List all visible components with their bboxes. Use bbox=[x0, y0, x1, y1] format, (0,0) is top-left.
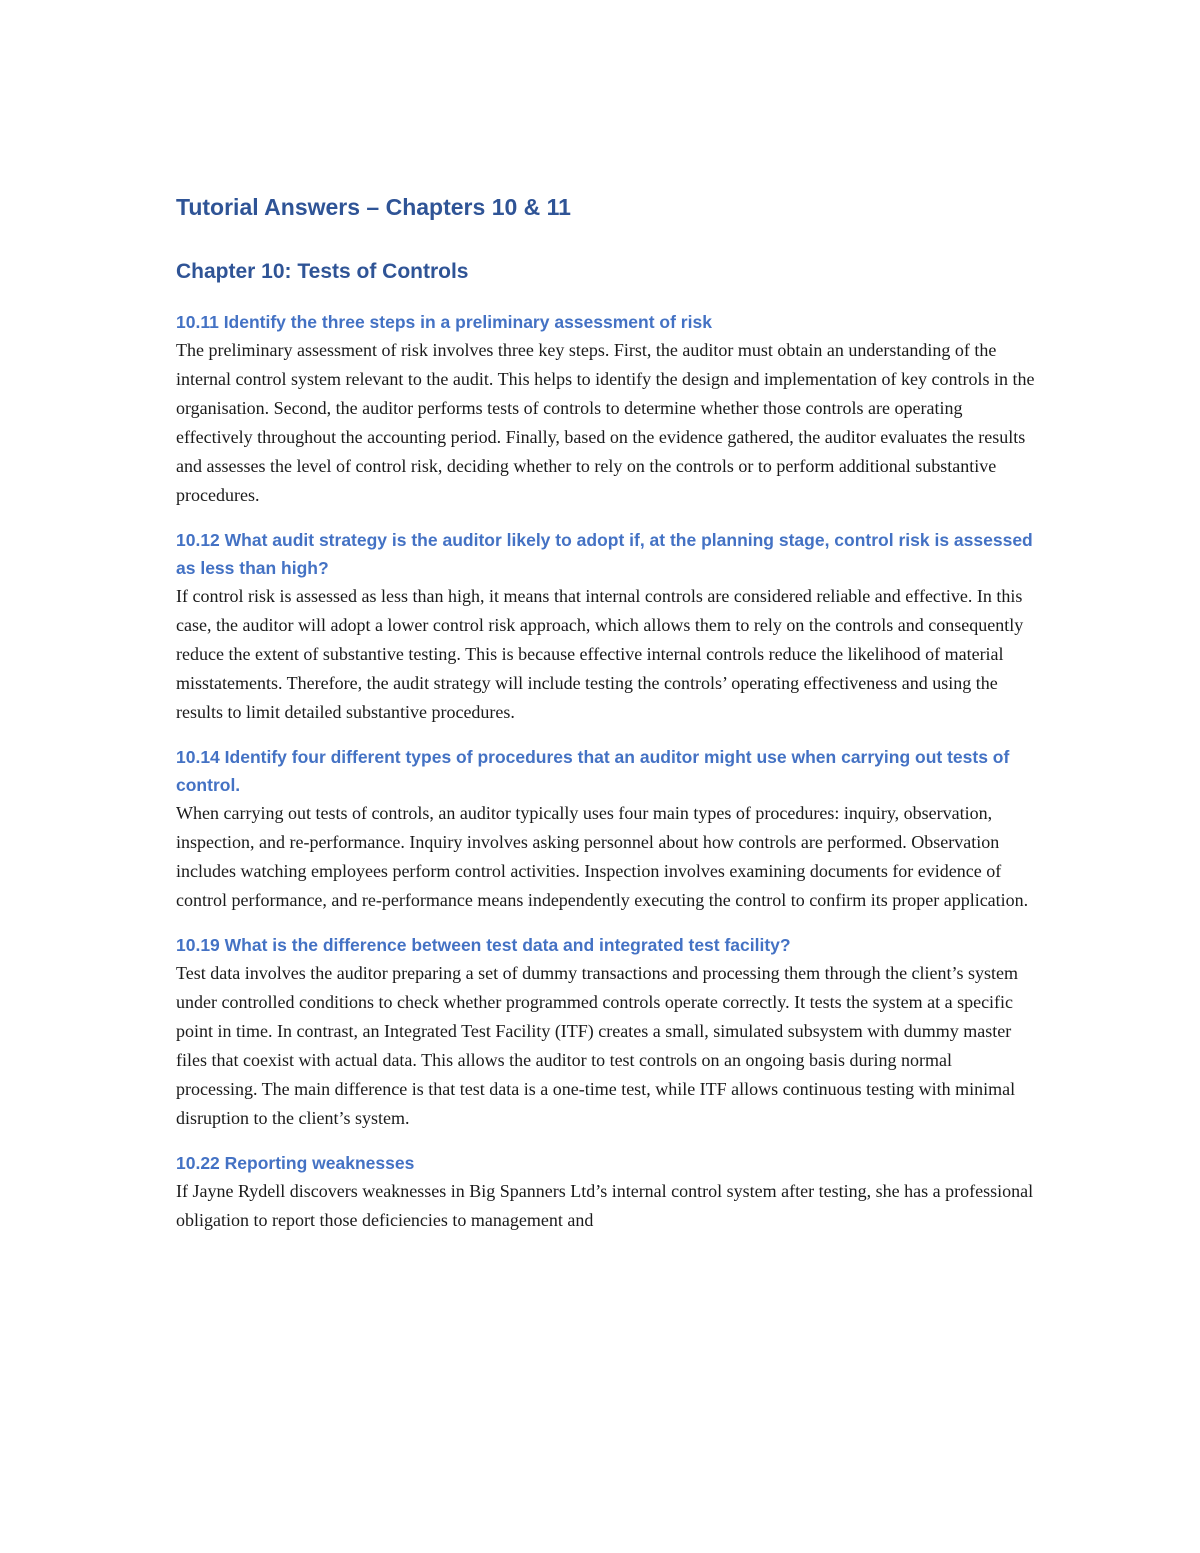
question-section bbox=[176, 526, 1036, 727]
question-heading: 10.19 What is the difference between test data and integrated test facility? bbox=[176, 935, 791, 955]
question-heading: 10.12 What audit strategy is the auditor likely to adopt if, at the planning stage, control risk is assessed as less than high? bbox=[176, 530, 1033, 578]
answer-paragraph: When carrying out tests of controls, an auditor typically uses four main types of procedures: inquiry, observation, inspection, and re-performance. Inquiry involves asking personnel about how controls are performed. Observation includes watching employees perform control activities. Inspection involves examining documents for evidence of control performance, and re-performance means independently executing the control to confirm its proper application. bbox=[176, 803, 1029, 910]
question-section bbox=[176, 1149, 1036, 1235]
chapter-heading: Chapter 10: Tests of Controls bbox=[176, 260, 469, 283]
question-section bbox=[176, 931, 1036, 1133]
document-page bbox=[176, 190, 1036, 1251]
question-section bbox=[176, 743, 1036, 915]
question-heading: 10.14 Identify four different types of procedures that an auditor might use when carrying out tests of control. bbox=[176, 747, 1010, 795]
answer-paragraph: If control risk is assessed as less than high, it means that internal controls are considered reliable and effective. In this case, the auditor will adopt a lower control risk approach, which allows them to rely on the controls and consequently reduce the extent of substantive testing. This is because effective internal controls reduce the likelihood of material misstatements. Therefore, the audit strategy will include testing the controls’ operating effectiveness and using the results to limit detailed substantive procedures. bbox=[176, 586, 1024, 722]
question-heading: 10.22 Reporting weaknesses bbox=[176, 1153, 415, 1173]
document-title: Tutorial Answers – Chapters 10 & 11 bbox=[176, 194, 571, 220]
answer-paragraph: The preliminary assessment of risk involves three key steps. First, the auditor must obtain an understanding of the internal control system relevant to the audit. This helps to identify the design and implementation of key controls in the organisation. Second, the auditor performs tests of controls to determine whether those controls are operating effectively throughout the accounting period. Finally, based on the evidence gathered, the auditor evaluates the results and assesses the level of control risk, deciding whether to rely on the controls or to perform additional substantive procedures. bbox=[176, 340, 1035, 505]
answer-paragraph: If Jayne Rydell discovers weaknesses in Big Spanners Ltd’s internal control system after testing, she has a professional obligation to report those deficiencies to management and bbox=[176, 1181, 1034, 1230]
answer-paragraph: Test data involves the auditor preparing a set of dummy transactions and processing them through the client’s system under controlled conditions to check whether programmed controls operate correctly. It tests the system at a specific point in time. In contrast, an Integrated Test Facility (ITF) creates a small, simulated subsystem with dummy master files that coexist with actual data. This allows the auditor to test controls on an ongoing basis during normal processing. The main difference is that test data is a one-time test, while ITF allows continuous testing with minimal disruption to the client’s system. bbox=[176, 963, 1019, 1128]
question-heading: 10.11 Identify the three steps in a preliminary assessment of risk bbox=[176, 312, 712, 332]
question-section bbox=[176, 308, 1036, 510]
